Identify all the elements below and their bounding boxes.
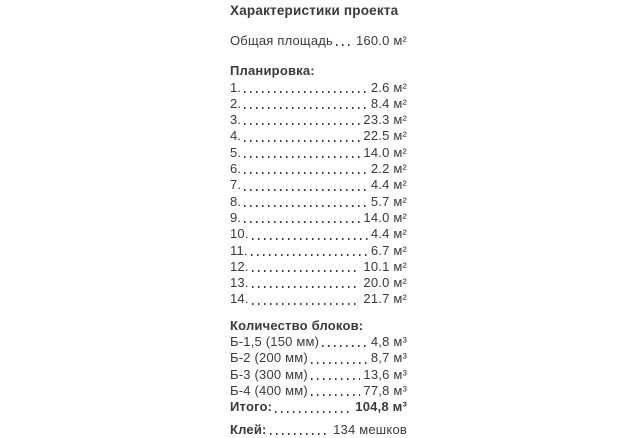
- room-area: 5.7 м²: [370, 193, 407, 209]
- dot-leader: [252, 303, 361, 305]
- block-row: [230, 383, 407, 399]
- panel-title: Характеристики проекта: [230, 3, 399, 18]
- room-row: [230, 226, 407, 242]
- room-number: 14.: [230, 291, 249, 307]
- dot-leader: [244, 189, 368, 191]
- room-area: 4.4 м²: [370, 177, 407, 193]
- room-area: 22.5 м²: [363, 128, 407, 144]
- room-row: [230, 161, 407, 177]
- dot-leader: [244, 91, 368, 93]
- room-area: 20.0 м²: [363, 275, 407, 291]
- room-area: 21.7 м²: [363, 291, 407, 307]
- dot-leader: [244, 140, 360, 142]
- block-row: [230, 367, 407, 383]
- block-volume: 13,6 м³: [363, 366, 407, 382]
- room-row: [230, 145, 407, 161]
- room-number: 4.: [230, 128, 242, 144]
- dot-leader: [311, 378, 360, 380]
- room-row: [230, 194, 407, 210]
- room-number: 2.: [230, 95, 242, 111]
- block-volume: 77,8 м³: [363, 382, 407, 398]
- room-number: 5.: [230, 144, 242, 160]
- room-number: 12.: [230, 258, 249, 274]
- project-specs-panel: [230, 0, 407, 438]
- dot-leader: [251, 254, 368, 256]
- dot-leader: [244, 221, 360, 223]
- room-row: [230, 177, 407, 193]
- dot-leader: [270, 433, 331, 435]
- block-label: Б-1,5 (150 мм): [230, 334, 320, 350]
- room-area: 14.0 м²: [363, 144, 407, 160]
- block-label: Б-3 (300 мм): [230, 366, 308, 382]
- total-area-value: 160.0 м²: [355, 33, 407, 48]
- block-label: Б-2 (200 мм): [230, 350, 308, 366]
- room-area: 6.7 м²: [370, 242, 407, 258]
- room-row: [230, 96, 407, 112]
- glue-label: Клей:: [230, 421, 267, 437]
- block-row: [230, 334, 407, 350]
- room-row: [230, 112, 407, 128]
- dot-leader: [252, 286, 361, 288]
- room-number: 9.: [230, 209, 242, 225]
- blocks-section-heading: Количество блоков:: [230, 317, 364, 333]
- block-volume: 4,8 м³: [370, 334, 407, 350]
- dot-leader: [244, 123, 360, 125]
- dot-leader: [336, 44, 353, 46]
- room-area: 23.3 м²: [363, 112, 407, 128]
- dot-leader: [244, 205, 368, 207]
- dot-leader: [322, 345, 368, 347]
- room-area: 10.1 м²: [363, 258, 407, 274]
- dot-leader: [252, 270, 361, 272]
- glue-row: [230, 422, 407, 438]
- room-row: [230, 243, 407, 259]
- room-area: 8.4 м²: [370, 95, 407, 111]
- total-area-label: Общая площадь: [230, 33, 334, 48]
- block-label: Б-4 (400 мм): [230, 382, 308, 398]
- dot-leader: [244, 172, 368, 174]
- dot-leader: [311, 362, 368, 364]
- room-area: 2.2 м²: [370, 161, 407, 177]
- dot-leader: [244, 107, 368, 109]
- room-area: 4.4 м²: [370, 226, 407, 242]
- room-number: 8.: [230, 193, 242, 209]
- room-number: 13.: [230, 275, 249, 291]
- total-area-row: [230, 33, 407, 49]
- room-area: 14.0 м²: [363, 209, 407, 225]
- room-row: [230, 275, 407, 291]
- room-number: 6.: [230, 161, 242, 177]
- dot-leader: [311, 394, 360, 396]
- blocks-total-label: Итого:: [230, 399, 273, 415]
- block-row: [230, 350, 407, 366]
- block-volume: 8,7 м³: [370, 350, 407, 366]
- blocks-total-value: 104,8 м³: [355, 399, 407, 415]
- layout-section-heading: Планировка:: [230, 63, 315, 79]
- dot-leader: [252, 238, 368, 240]
- room-row: [230, 259, 407, 275]
- room-row: [230, 80, 407, 96]
- dot-leader: [275, 411, 352, 413]
- room-number: 10.: [230, 226, 249, 242]
- room-row: [230, 128, 407, 144]
- room-row: [230, 210, 407, 226]
- blocks-total-row: [230, 399, 407, 415]
- room-number: 3.: [230, 112, 242, 128]
- room-row: [230, 291, 407, 307]
- room-number: 11.: [230, 242, 248, 258]
- dot-leader: [244, 156, 360, 158]
- glue-value: 134 мешков: [333, 421, 407, 437]
- room-number: 7.: [230, 177, 242, 193]
- room-area: 2.6 м²: [370, 79, 407, 95]
- room-number: 1.: [230, 79, 242, 95]
